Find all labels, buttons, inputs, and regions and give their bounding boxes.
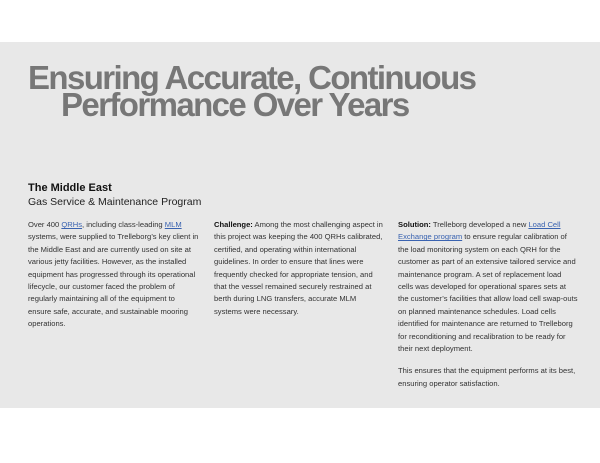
solution-label: Solution: [398, 220, 431, 229]
challenge-text: Among the most challenging aspect in this project was keeping the 400 QRHs calibrated, certified, and operating within international guidelines. In order to ensure that lines were frequently checked for appropriate tension, and that the vessel remained securely restrained at berth during LNG transfers, accurate MLM systems were necessary. [214, 220, 383, 316]
mlm-link[interactable]: MLM [164, 220, 182, 229]
program-subtitle: Gas Service & Maintenance Program [28, 196, 202, 208]
satisfaction-paragraph: This ensures that the equipment performs at its best, ensuring operator satisfaction. [398, 366, 576, 388]
overview-column [28, 219, 200, 341]
solution-text-start: Trelleborg developed a new [430, 220, 529, 229]
region-title: The Middle East [28, 182, 112, 194]
headline-line-2: Performance Over Years [61, 86, 409, 123]
solution-paragraph [398, 219, 578, 355]
section-heading [28, 182, 201, 209]
challenge-column [214, 219, 386, 328]
overview-text-end: systems, were supplied to Trelleborg’s key client in the Middle East and are currently used on site at various jetty facilities. However, as the installed equipment has progressed through its operational lifecycle, our customer faced the problem of regularly maintaining all of the equipment to ensure safe, accurate, and sustainable mooring operations. [28, 232, 199, 329]
qrhs-link[interactable]: QRHs [61, 220, 83, 229]
content-panel [0, 42, 600, 408]
overview-paragraph [28, 219, 200, 331]
load-cell-exchange-link[interactable]: Load Cell Exchange program [398, 220, 561, 242]
headline-line-1: Ensuring Accurate, Continuous [28, 59, 476, 96]
overview-text-mid: , including class-leading [82, 220, 165, 229]
challenge-paragraph [214, 219, 386, 318]
solution-text-end: to ensure regular calibration of the load monitoring system on each QRH for the customer as part of an extensive tailored service and maintenance program. A set of replacement load cells was developed for operational spares sets at the customer’s facilities that allow load cell swap-outs on planned maintenance schedules. Load cells identified for maintenance are returned to Trelleborg for reconditioning and recalibration to be ready for their next deployment. [398, 232, 578, 354]
headline [28, 59, 476, 123]
solution-column [398, 219, 578, 400]
challenge-label: Challenge: [214, 220, 253, 229]
overview-text-start: Over 400 [28, 220, 62, 229]
